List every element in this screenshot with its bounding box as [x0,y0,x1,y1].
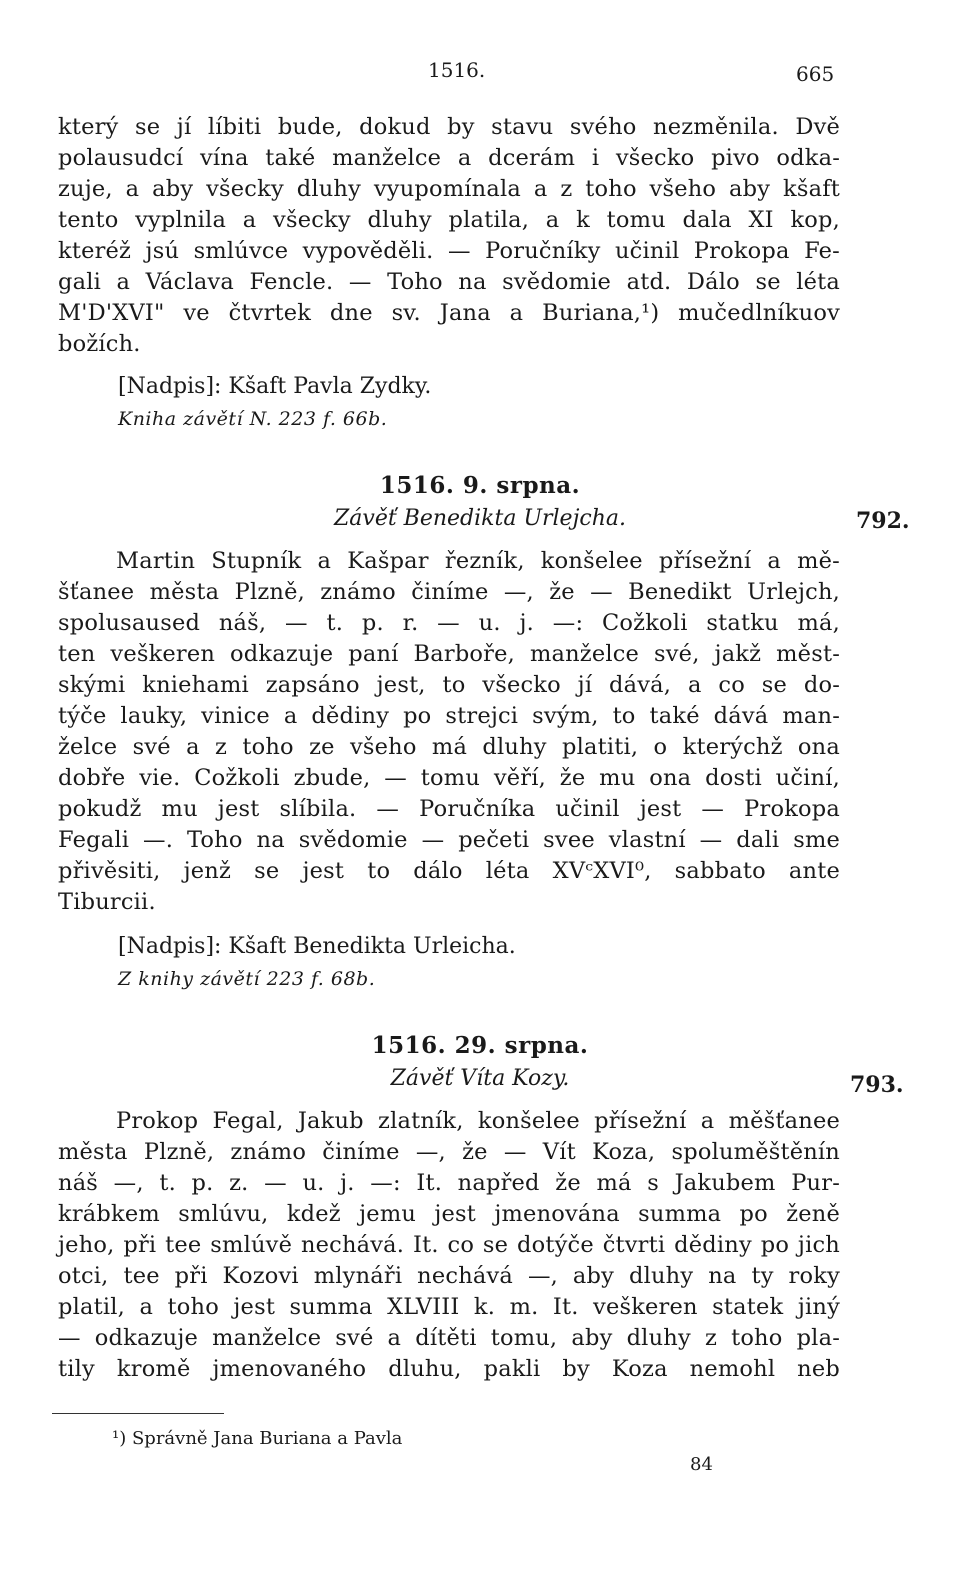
entry-date: 1516. 9. srpna. [379,472,581,499]
nadpis-heading: [Nadpis]: Kšaft Pavla Zydky. [118,374,432,399]
text-line: Tiburcii. [58,889,156,915]
text-line: Martin Stupník a Kašpar řezník, konšelee přísežní a mě- [116,548,840,574]
continuation-paragraph [58,112,840,360]
text-line: dobře vie. Cožkoli zbude, — tomu věří, že mu ona dosti učiní, [58,765,840,791]
entry-body [58,546,840,918]
text-line: týče lauky, vinice a dědiny po strejci svým, to také dává man- [58,703,840,729]
source-reference: Kniha závětí N. 223 f. 66b. [118,408,388,430]
signature-mark: 84 [690,1454,713,1475]
entry-body [58,1106,840,1385]
header-year: 1516. [428,58,486,82]
text-line: skými kniehami zapsáno jest, to všecko jí dává, a co se do- [58,672,840,698]
footnote: ¹) Správně Jana Buriana a Pavla [112,1428,403,1449]
entry-number: 792. [856,508,910,534]
text-line: — odkazuje manželce své a dítěti tomu, aby dluhy z toho pla- [58,1325,840,1351]
text-line: jeho, při tee smlúvě nechává. It. co se dotýče čtvrti dědiny po jich [58,1232,840,1258]
text-line: spolusaused náš, — t. p. r. — u. j. —: Cožkoli statku má, [58,610,840,636]
footnote-rule [52,1413,224,1414]
text-line: krábkem smlúvu, kdež jemu jest jmenována summa po ženě [58,1201,840,1227]
text-line: Prokop Fegal, Jakub zlatník, konšelee přísežní a měšťanee [116,1108,840,1134]
text-line: otci, tee při Kozovi mlynáři nechává —, aby dluhy na ty roky [58,1263,840,1289]
text-line: kteréž jsú smlúvce vypověděli. — Poručníky učinil Prokopa Fe- [58,238,840,264]
page-number: 665 [796,62,835,86]
source-reference: Z knihy závětí 223 f. 68b. [118,968,376,990]
text-line: božích. [58,331,141,357]
nadpis-heading: [Nadpis]: Kšaft Benedikta Urleicha. [118,934,516,959]
text-line: M'D'XVI" ve čtvrtek dne sv. Jana a Buriana,¹) mučedlníkuov [58,300,840,326]
text-line: tento vyplnila a všecky dluhy platila, a k tomu dala XI kop, [58,207,840,233]
text-line: náš —, t. p. z. — u. j. —: It. napřed že má s Jakubem Pur- [58,1170,840,1196]
text-line: města Plzně, známo činíme —, že — Vít Koza, spoluměštěnín [58,1139,840,1165]
entry-number: 793. [850,1072,904,1098]
text-line: ten veškeren odkazuje paní Barboře, manželce své, jakž měst- [58,641,840,667]
text-line: přivěsiti, jenž se jest to dálo léta XVᶜXVI⁰, sabbato ante [58,858,840,884]
text-line: šťanee města Plzně, známo činíme —, že — Benedikt Urlejch, [58,579,840,605]
entry-title: Závěť Víta Kozy. [390,1066,570,1091]
text-line: polausudcí vína také manželce a dcerám i všecko pivo odka- [58,145,840,171]
text-line: platil, a toho jest summa XLVIII k. m. It. veškeren statek jiný [58,1294,840,1320]
entry-title: Závěť Benedikta Urlejcha. [334,506,626,531]
text-line: tily kromě jmenovaného dluhu, pakli by Koza nemohl neb [58,1356,840,1382]
text-line: zuje, a aby všecky dluhy vyupomínala a z toho všeho aby kšaft [58,176,840,202]
text-line: želce své a z toho ze všeho má dluhy platiti, o kterýchž ona [58,734,840,760]
running-header [0,58,960,88]
text-line: pokudž mu jest slíbila. — Poručníka učinil jest — Prokopa [58,796,840,822]
text-line: Fegali —. Toho na svědomie — pečeti svee vlastní — dali sme [58,827,840,853]
entry-date: 1516. 29. srpna. [371,1032,589,1059]
text-line: gali a Václava Fencle. — Toho na svědomie atd. Dálo se léta [58,269,840,295]
text-line: který se jí líbiti bude, dokud by stavu svého nezměnila. Dvě [58,114,840,140]
